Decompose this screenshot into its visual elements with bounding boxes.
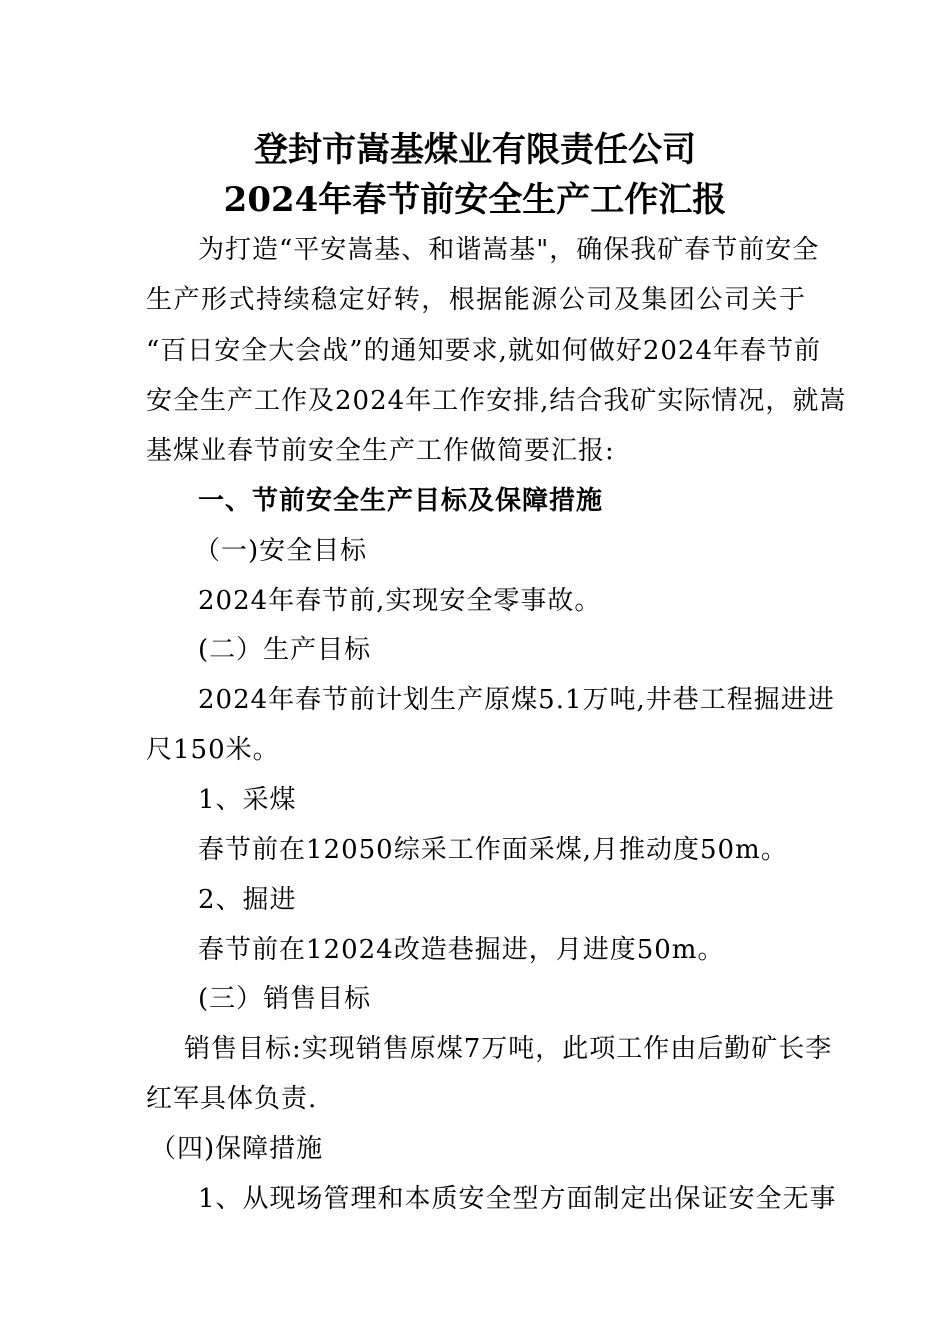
sales-target-line1: 销售目标:实现销售原煤7万吨，此项工作由后勤矿长李	[184, 1034, 833, 1064]
intro-paragraph-line2: 生产形式持续稳定好转，根据能源公司及集团公司关于	[146, 285, 806, 315]
intro-paragraph-line4: 安全生产工作及2024年工作安排,结合我矿实际情况，就嵩	[146, 386, 847, 416]
tunneling-heading: 2、掘进	[198, 885, 297, 915]
sales-target-line2: 红军具体负责.	[146, 1084, 318, 1114]
safety-target-heading: （一)安全目标	[194, 536, 368, 566]
intro-paragraph-line1: 为打造“平安嵩基、和谐嵩基"，确保我矿春节前安全	[198, 235, 820, 265]
mining-heading: 1、采煤	[198, 785, 297, 815]
sales-target-heading: (三）销售目标	[198, 984, 372, 1014]
safety-target-text: 2024年春节前,实现安全零事故。	[198, 586, 602, 616]
document-title-line1: 登封市嵩基煤业有限责任公司	[254, 130, 696, 170]
measures-heading: （四)保障措施	[150, 1134, 324, 1164]
mining-text: 春节前在12050综采工作面采煤,月推动度50m。	[198, 835, 788, 865]
document-title-line2: 2024年春节前安全生产工作汇报	[223, 180, 727, 220]
production-target-heading: (二）生产目标	[198, 635, 372, 665]
production-target-line1: 2024年春节前计划生产原煤5.1万吨,井巷工程掘进进	[198, 685, 835, 715]
intro-paragraph-line3: “百日安全大会战”的通知要求,就如何做好2024年春节前	[146, 336, 822, 366]
production-target-line2: 尺150米。	[146, 735, 280, 765]
section1-heading: 一、节前安全生产目标及保障措施	[198, 486, 604, 516]
intro-paragraph-line5: 基煤业春节前安全生产工作做简要汇报:	[146, 436, 615, 466]
tunneling-text: 春节前在12024改造巷掘进，月进度50m。	[198, 935, 725, 965]
measures-line1: 1、从现场管理和本质安全型方面制定出保证安全无事	[198, 1184, 837, 1214]
